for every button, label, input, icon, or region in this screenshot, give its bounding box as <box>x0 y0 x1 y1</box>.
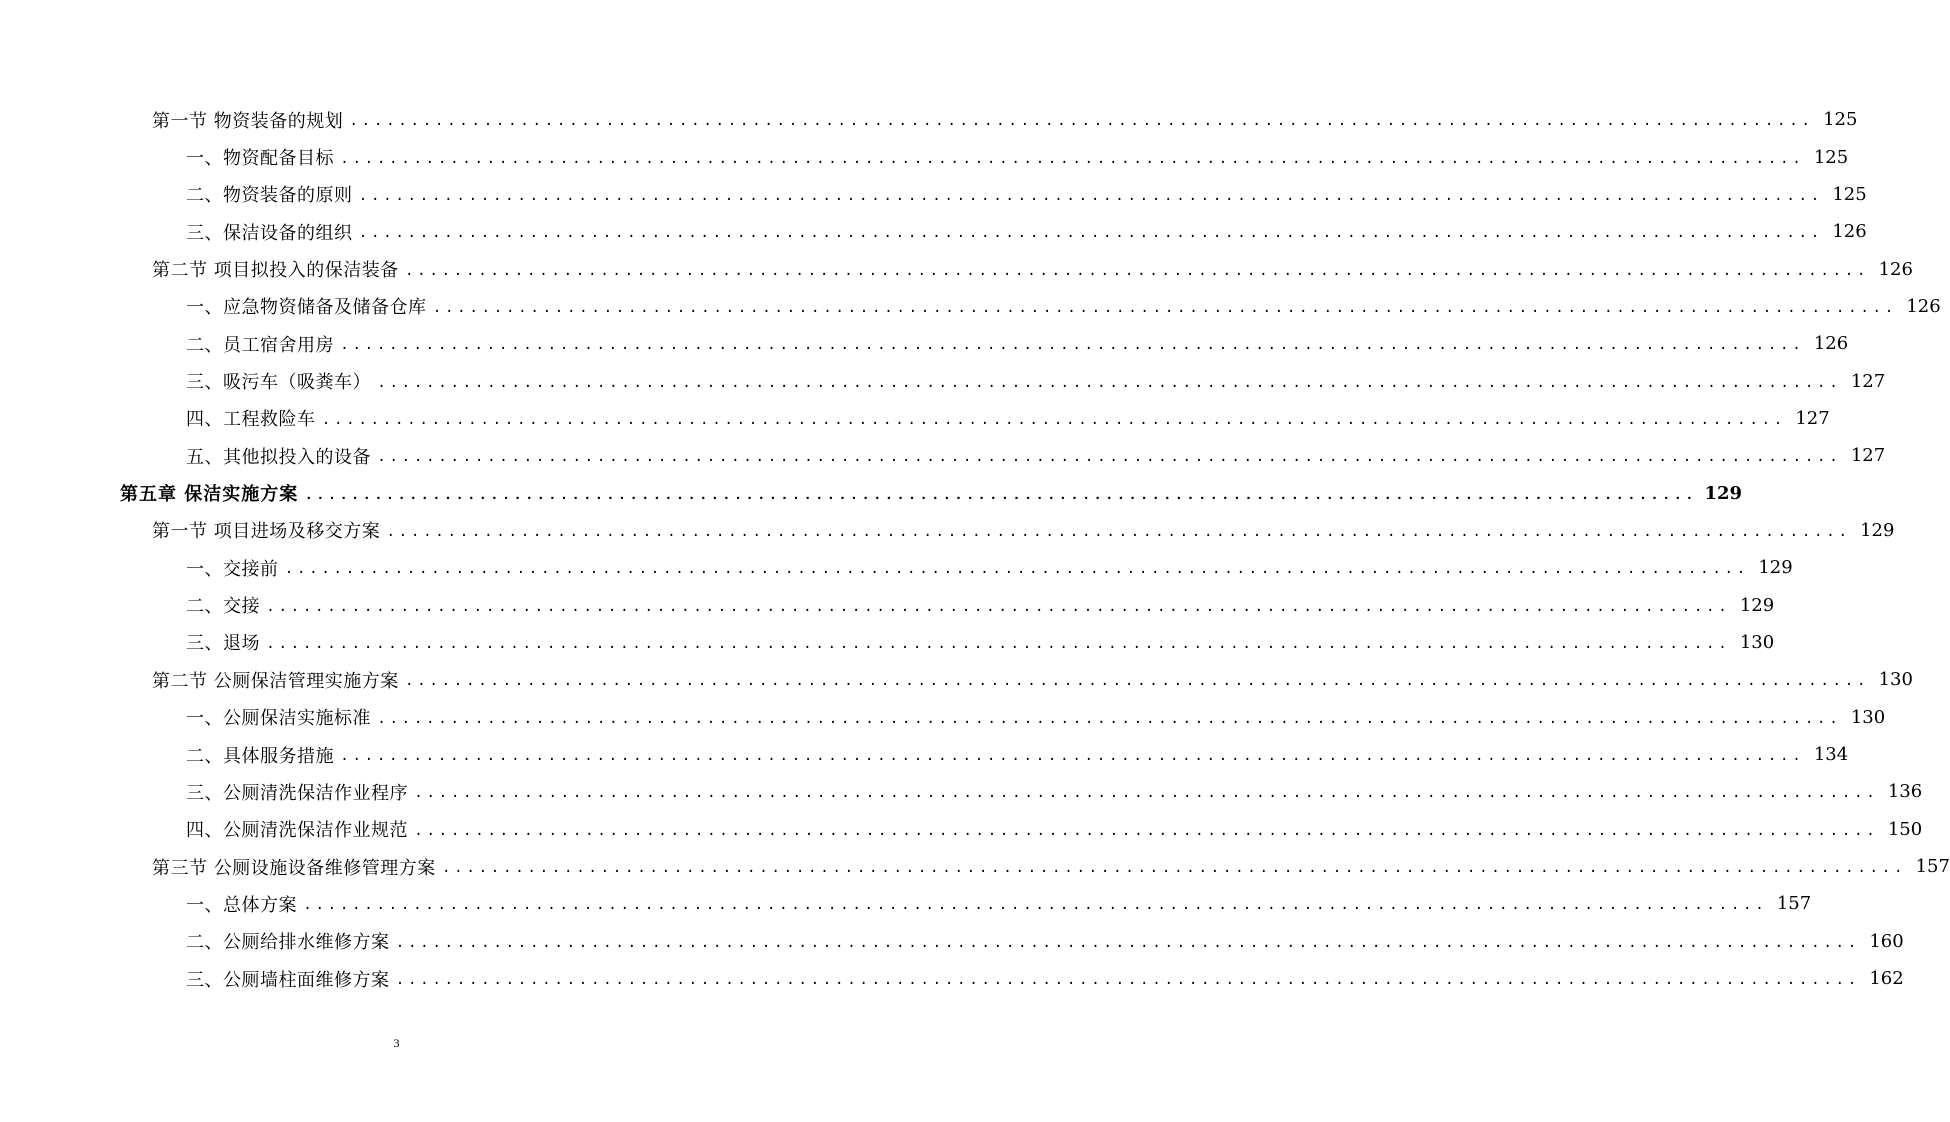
toc-dot-leader: ........................................................................................................................ <box>266 598 1731 616</box>
toc-entry-title: 三、吸污车（吸粪车） <box>186 372 371 394</box>
toc-entry-title: 一、总体方案 <box>186 894 297 916</box>
toc-entry-page: 127 <box>1850 370 1886 392</box>
toc-entry-title: 二、具体服务措施 <box>186 745 334 767</box>
toc-entry-page: 126 <box>1832 221 1867 243</box>
toc-entry-title: 一、交接前 <box>186 558 279 580</box>
toc-dot-leader: ........................................................................................................................ <box>441 860 1906 878</box>
toc-dot-leader: ........................................................................................................................ <box>358 225 1823 243</box>
toc-entry-title: 四、公厕清洗保洁作业规范 <box>186 820 408 842</box>
toc-entry-page: 126 <box>1813 333 1849 355</box>
toc-entry-page: 126 <box>1878 258 1913 280</box>
toc-entry-section[interactable] <box>0 848 1950 885</box>
toc-entry-title: 三、保洁设备的组织 <box>186 222 353 244</box>
toc-entry-item[interactable] <box>0 736 1849 773</box>
toc-dot-leader: ........................................................................................................................ <box>321 411 1786 429</box>
toc-dot-leader: ........................................................................................................................ <box>377 374 1842 392</box>
toc-dot-leader: ........................................................................................................................ <box>386 523 1851 541</box>
toc-entry-title: 第三节 公厕设施设备维修管理方案 <box>152 857 436 879</box>
toc-entry-item[interactable] <box>0 885 1812 922</box>
toc-entry-page: 125 <box>1823 109 1858 131</box>
page-number: 3 <box>393 1036 400 1050</box>
toc-dot-leader: ........................................................................................................................ <box>414 785 1879 803</box>
toc-entry-title: 二、物资装备的原则 <box>186 185 353 207</box>
toc-dot-leader: ........................................................................................................................ <box>414 822 1879 840</box>
toc-dot-leader: ........................................................................................................................ <box>340 150 1805 168</box>
toc-entry-item[interactable] <box>0 362 1886 399</box>
toc-entry-title: 二、员工宿舍用房 <box>186 334 334 356</box>
toc-entry-title: 二、交接 <box>186 596 260 618</box>
toc-entry-item[interactable] <box>0 624 1775 661</box>
toc-dot-leader: ........................................................................................................................ <box>349 113 1814 131</box>
toc-entry-item[interactable] <box>0 176 1867 213</box>
toc-dot-leader: ........................................................................................................................ <box>266 635 1731 653</box>
toc-entry-page: 162 <box>1869 968 1904 990</box>
toc-entry-page: 127 <box>1795 407 1830 429</box>
toc-dot-leader: ........................................................................................................................ <box>377 449 1842 467</box>
toc-entry-item[interactable] <box>0 549 1793 586</box>
toc-entry-page: 130 <box>1878 669 1913 691</box>
toc-entry-chapter[interactable] <box>0 474 1743 511</box>
toc-dot-leader: ........................................................................................................................ <box>358 187 1823 205</box>
toc-dot-leader: ........................................................................................................................ <box>404 262 1869 280</box>
toc-entry-title: 第二节 项目拟投入的保洁装备 <box>152 260 399 282</box>
toc-dot-leader: ........................................................................................................................ <box>395 934 1860 952</box>
toc-entry-title: 一、应急物资储备及储备仓库 <box>186 297 427 319</box>
toc-entry-section[interactable] <box>0 101 1858 138</box>
toc-entry-item[interactable] <box>0 325 1849 362</box>
toc-entry-page: 129 <box>1704 482 1743 504</box>
toc-entry-item[interactable] <box>0 288 1941 325</box>
toc-entry-page: 160 <box>1869 930 1904 952</box>
toc-entry-item[interactable] <box>0 699 1886 736</box>
toc-entry-title: 第五章 保洁实施方案 <box>120 484 299 506</box>
toc-entry-title: 三、公厕清洗保洁作业程序 <box>186 782 408 804</box>
toc-entry-section[interactable] <box>0 250 1913 287</box>
toc-entry-page: 127 <box>1850 445 1886 467</box>
toc-entry-page: 129 <box>1739 594 1775 616</box>
toc-dot-leader: ........................................................................................................................ <box>303 897 1768 915</box>
toc-entry-section[interactable] <box>0 512 1895 549</box>
toc-dot-leader: ........................................................................................................................ <box>340 748 1805 766</box>
toc-entry-title: 四、工程救险车 <box>186 409 316 431</box>
toc-entry-item[interactable] <box>0 400 1830 437</box>
toc-entry-item[interactable] <box>0 773 1923 810</box>
toc-dot-leader: ........................................................................................................................ <box>304 486 1697 504</box>
toc-entry-title: 一、公厕保洁实施标准 <box>186 708 371 730</box>
toc-entry-title: 第二节 公厕保洁管理实施方案 <box>152 670 399 692</box>
toc-entry-page: 125 <box>1832 183 1867 205</box>
toc-entry-item[interactable] <box>0 586 1775 623</box>
toc-entry-item[interactable] <box>0 437 1886 474</box>
toc-entry-item[interactable] <box>0 960 1904 997</box>
toc-dot-leader: ........................................................................................................................ <box>340 337 1805 355</box>
toc-entry-title: 一、物资配备目标 <box>186 148 334 170</box>
toc-dot-leader: ........................................................................................................................ <box>432 299 1897 317</box>
toc-entry-page: 157 <box>1915 856 1950 878</box>
toc-dot-leader: ........................................................................................................................ <box>395 972 1860 990</box>
toc-entry-item[interactable] <box>0 138 1849 175</box>
toc-entry-page: 150 <box>1887 818 1923 840</box>
toc-entry-item[interactable] <box>0 213 1867 250</box>
toc-entry-title: 二、公厕给排水维修方案 <box>186 932 390 954</box>
toc-entry-page: 136 <box>1887 781 1923 803</box>
toc-entry-page: 129 <box>1758 557 1793 579</box>
toc-entry-title: 第一节 项目进场及移交方案 <box>152 521 381 543</box>
toc-entry-page: 157 <box>1776 893 1812 915</box>
toc-entry-page: 130 <box>1850 706 1886 728</box>
toc-entry-title: 三、公厕墙柱面维修方案 <box>186 969 390 991</box>
toc-entry-title: 三、退场 <box>186 633 260 655</box>
toc-entry-page: 129 <box>1860 519 1895 541</box>
toc-entry-item[interactable] <box>0 923 1904 960</box>
table-of-contents <box>0 101 1950 997</box>
toc-entry-page: 126 <box>1906 295 1941 317</box>
toc-entry-item[interactable] <box>0 811 1923 848</box>
toc-entry-title: 五、其他拟投入的设备 <box>186 446 371 468</box>
toc-entry-page: 130 <box>1739 631 1775 653</box>
toc-entry-section[interactable] <box>0 661 1913 698</box>
toc-dot-leader: ........................................................................................................................ <box>377 710 1842 728</box>
toc-entry-page: 134 <box>1813 744 1849 766</box>
toc-dot-leader: ........................................................................................................................ <box>404 673 1869 691</box>
toc-entry-page: 125 <box>1813 146 1849 168</box>
toc-dot-leader: ........................................................................................................................ <box>284 561 1749 579</box>
toc-entry-title: 第一节 物资装备的规划 <box>152 110 344 132</box>
